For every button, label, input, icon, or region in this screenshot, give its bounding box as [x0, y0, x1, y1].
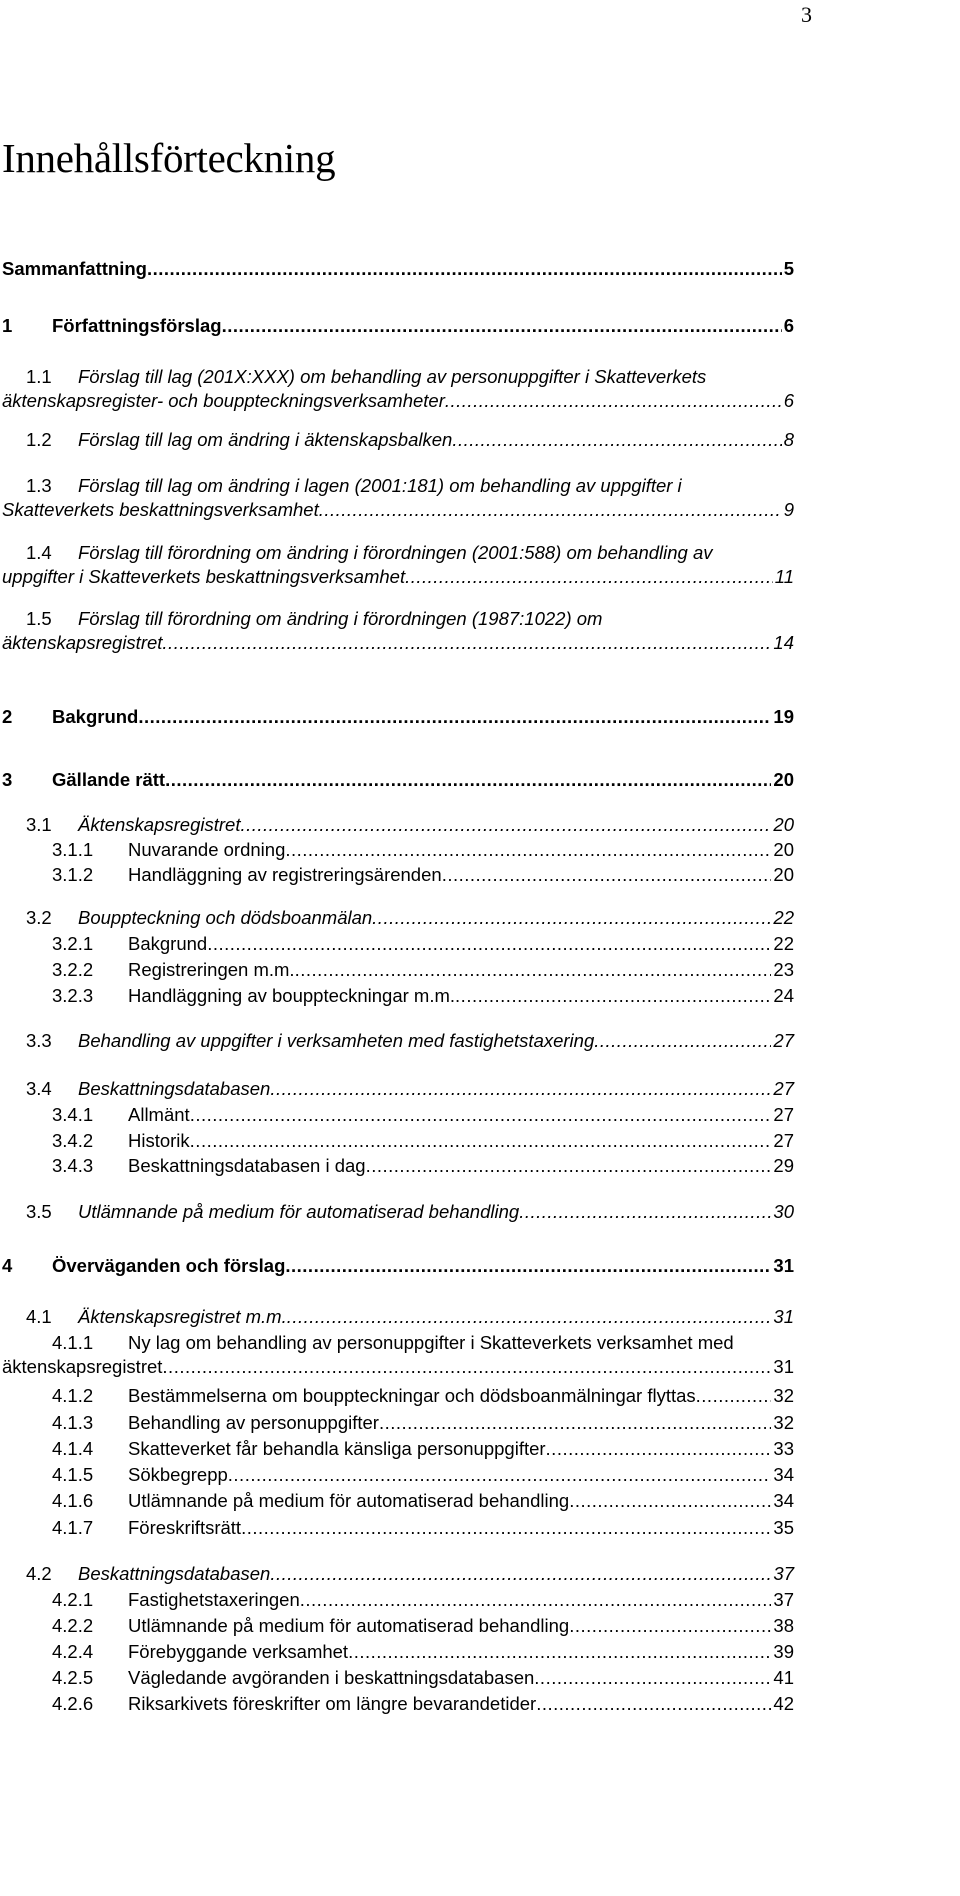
- toc-entry-page: 35: [773, 1517, 794, 1538]
- toc-leader-dots: [270, 1077, 771, 1101]
- toc-entry-title-continued: uppgifter i Skatteverkets beskattningsverksamhet: [2, 566, 406, 587]
- toc-entry-line: [2, 1355, 794, 1379]
- toc-entry[interactable]: [52, 1384, 794, 1408]
- toc-entry-page: 27: [773, 1104, 794, 1125]
- toc-entry-title: Bakgrund: [128, 933, 208, 954]
- toc-entry-title: Nuvarande ordning: [128, 839, 286, 860]
- toc-leader-dots: [165, 768, 771, 792]
- toc-entry-line: [52, 1384, 794, 1408]
- toc-leader-dots: [536, 1692, 771, 1716]
- toc-entry-title: Överväganden och förslag: [52, 1255, 286, 1276]
- toc-entry-line: [2, 257, 794, 281]
- toc-entry-number: 1: [2, 315, 13, 336]
- toc-entry-line: [2, 768, 794, 792]
- toc-entry[interactable]: [52, 1463, 794, 1487]
- toc-leader-dots: [240, 813, 771, 837]
- toc-entry-line: [52, 984, 794, 1008]
- toc-leader-dots: [405, 565, 773, 589]
- toc-entry-title: Utlämnande på medium för automatiserad behandling: [128, 1490, 570, 1511]
- toc-entry-page: 6: [783, 315, 794, 336]
- toc-entry[interactable]: [52, 958, 794, 982]
- toc-entry-title: Föreskriftsrätt: [128, 1517, 242, 1538]
- toc-entry-number: 1.4: [26, 542, 52, 563]
- toc-entry-page: 5: [783, 258, 794, 279]
- toc-entry[interactable]: [52, 1614, 794, 1638]
- toc-entry-line: [52, 1437, 794, 1461]
- toc-entry-number: 4.1: [26, 1306, 52, 1327]
- toc-entry-line: [26, 1200, 794, 1224]
- toc-entry-line: [52, 1692, 794, 1716]
- toc-leader-dots: [285, 838, 771, 862]
- toc-entry[interactable]: [26, 1562, 794, 1586]
- toc-entry-line: [2, 314, 794, 338]
- toc-entry-number: 4.1.6: [52, 1490, 94, 1511]
- toc-entry-line: [52, 1129, 794, 1153]
- toc-entry-line: [52, 1103, 794, 1127]
- toc-entry-line: [26, 607, 794, 631]
- toc-entry-number: 3.4.2: [52, 1130, 94, 1151]
- toc-entry-page: 42: [773, 1693, 794, 1714]
- toc-entry-page: 31: [773, 1356, 794, 1377]
- toc-leader-dots: [546, 1437, 772, 1461]
- toc-entry-line: [52, 1463, 794, 1487]
- toc-entry-page: 29: [773, 1155, 794, 1176]
- toc-entry[interactable]: [2, 705, 794, 729]
- toc-entry[interactable]: [52, 1640, 794, 1664]
- toc-entry-number: 4.2.2: [52, 1615, 94, 1636]
- toc-entry[interactable]: [2, 607, 794, 655]
- toc-entry-number: 4.1.2: [52, 1385, 94, 1406]
- toc-entry-title: Vägledande avgöranden i beskattningsdatabasen: [128, 1667, 535, 1688]
- toc-entry-line: [52, 958, 794, 982]
- toc-entry-page: 37: [773, 1589, 794, 1610]
- toc-entry[interactable]: [2, 314, 794, 338]
- toc-entry-page: 24: [773, 985, 794, 1006]
- toc-entry[interactable]: [52, 984, 794, 1008]
- toc-leader-dots: [442, 863, 772, 887]
- toc-entry-line: [26, 1305, 794, 1329]
- toc-entry-number: 4.1.1: [52, 1332, 94, 1353]
- toc-leader-dots: [366, 1154, 772, 1178]
- toc-leader-dots: [190, 1129, 772, 1153]
- toc-entry-line: [2, 705, 794, 729]
- toc-entry-line: [2, 631, 794, 655]
- toc-entry-page: 33: [773, 1438, 794, 1459]
- toc-entry-line: [52, 1614, 794, 1638]
- toc-leader-dots: [348, 1640, 771, 1664]
- toc-entry[interactable]: [26, 1200, 794, 1224]
- toc-entry-number: 3.4: [26, 1078, 52, 1099]
- toc-entry[interactable]: [52, 1666, 794, 1690]
- toc-entry-line: [52, 1666, 794, 1690]
- toc-entry[interactable]: [26, 1305, 794, 1329]
- toc-entry-title-continued: äktenskapsregistret: [2, 1356, 163, 1377]
- toc-entry-title: Beskattningsdatabasen: [78, 1563, 271, 1584]
- toc-leader-dots: [228, 1463, 772, 1487]
- toc-entry[interactable]: [26, 1029, 794, 1053]
- toc-entry-line: [26, 474, 794, 498]
- toc-entry-title: Sökbegrepp: [128, 1464, 228, 1485]
- toc-entry-page: 38: [773, 1615, 794, 1636]
- toc-entry-title: Förslag till förordning om ändring i förordningen (2001:588) om behandling av: [78, 542, 713, 563]
- toc-entry-title: Beskattningsdatabasen i dag: [128, 1155, 366, 1176]
- toc-entry-title: Bestämmelserna om bouppteckningar och dödsboanmälningar flyttas: [128, 1385, 696, 1406]
- toc-entry-page: 41: [773, 1667, 794, 1688]
- toc-leader-dots: [285, 1254, 771, 1278]
- toc-entry-number: 1.1: [26, 366, 52, 387]
- toc-entry-title: Gällande rätt: [52, 769, 166, 790]
- toc-entry-title: Beskattningsdatabasen: [78, 1078, 271, 1099]
- toc-entry-page: 34: [773, 1464, 794, 1485]
- toc-entry-number: 3.2.1: [52, 933, 94, 954]
- toc-entry-number: 2: [2, 706, 13, 727]
- toc-leader-dots: [241, 1516, 771, 1540]
- toc-leader-dots: [534, 1666, 771, 1690]
- toc-entry-line: [52, 1154, 794, 1178]
- toc-entry-line: [52, 1331, 794, 1355]
- toc-entry[interactable]: [26, 813, 794, 837]
- toc-entry-title: Behandling av uppgifter i verksamheten med fastighetstaxering: [78, 1030, 595, 1051]
- toc-entry-line: [52, 1516, 794, 1540]
- toc-entry-title: Förslag till lag om ändring i lagen (2001:181) om behandling av uppgifter i: [78, 475, 682, 496]
- toc-entry-title: Bouppteckning och dödsboanmälan: [78, 907, 373, 928]
- toc-leader-dots: [147, 257, 782, 281]
- toc-leader-dots: [696, 1384, 772, 1408]
- toc-entry-page: 31: [773, 1306, 794, 1327]
- toc-leader-dots: [207, 932, 771, 956]
- toc-entry[interactable]: [2, 1331, 794, 1379]
- toc-entry-line: [26, 541, 794, 565]
- toc-entry-line: [52, 1588, 794, 1612]
- toc-entry-title: Fastighetstaxeringen: [128, 1589, 300, 1610]
- toc-entry[interactable]: [52, 1588, 794, 1612]
- toc-entry-number: 3.2.3: [52, 985, 94, 1006]
- toc-entry-page: 20: [773, 839, 794, 860]
- toc-entry-number: 3.2: [26, 907, 52, 928]
- toc-entry-page: 9: [783, 499, 794, 520]
- toc-entry-number: 3.5: [26, 1201, 52, 1222]
- toc-entry-title: Riksarkivets föreskrifter om längre bevarandetider: [128, 1693, 537, 1714]
- toc-entry-number: 4.1.7: [52, 1517, 94, 1538]
- toc-entry-title-continued: äktenskapsregistret: [2, 632, 163, 653]
- toc-entry-title: Skatteverket får behandla känsliga personuppgifter: [128, 1438, 546, 1459]
- toc-entry-page: 22: [773, 933, 794, 954]
- toc-leader-dots: [295, 958, 772, 982]
- toc-entry-page: 22: [773, 907, 794, 928]
- toc-entry-page: 19: [773, 706, 794, 727]
- toc-entry[interactable]: [2, 541, 794, 589]
- toc-entry-page: 8: [783, 429, 794, 450]
- toc-leader-dots: [162, 631, 771, 655]
- toc-entry-line: [26, 428, 794, 452]
- toc-leader-dots: [455, 984, 771, 1008]
- toc-entry-number: 4.1.5: [52, 1464, 94, 1485]
- toc-entry-line: [2, 389, 794, 413]
- toc-entry-number: 3.1: [26, 814, 52, 835]
- toc-entry-page: 32: [773, 1412, 794, 1433]
- toc-entry-number: 3.1.1: [52, 839, 94, 860]
- toc-entry[interactable]: [52, 1103, 794, 1127]
- toc-entry-number: 4: [2, 1255, 13, 1276]
- toc-entry-number: 4.1.3: [52, 1412, 94, 1433]
- toc-entry[interactable]: [52, 1489, 794, 1513]
- toc-leader-dots: [452, 428, 781, 452]
- toc-entry-page: 31: [773, 1255, 794, 1276]
- toc-entry[interactable]: [26, 1077, 794, 1101]
- toc-entry-page: 34: [773, 1490, 794, 1511]
- toc-leader-dots: [287, 1305, 772, 1329]
- toc-entry[interactable]: [52, 863, 794, 887]
- toc-entry-page: 27: [773, 1030, 794, 1051]
- toc-entry-number: 1.3: [26, 475, 52, 496]
- toc-entry-title: Utlämnande på medium för automatiserad behandling: [128, 1615, 570, 1636]
- toc-leader-dots: [300, 1588, 772, 1612]
- toc-entry-line: [26, 365, 794, 389]
- toc-entry-line: [52, 1489, 794, 1513]
- toc-leader-dots: [138, 705, 771, 729]
- toc-entry-line: [26, 906, 794, 930]
- page-number: 3: [801, 2, 812, 27]
- toc-entry-page: 11: [774, 566, 794, 587]
- toc-entry[interactable]: [2, 365, 794, 413]
- toc-entry-line: [26, 1077, 794, 1101]
- toc-entry-line: [52, 1640, 794, 1664]
- toc-entry-line: [2, 1254, 794, 1278]
- toc-entry-title: Behandling av personuppgifter: [128, 1412, 379, 1433]
- toc-entry-title: Sammanfattning: [2, 258, 147, 279]
- toc-entry-line: [2, 498, 794, 522]
- toc-entry-number: 3.4.3: [52, 1155, 94, 1176]
- toc-entry-title-continued: Skatteverkets beskattningsverksamhet: [2, 499, 319, 520]
- toc-entry-number: 4.1.4: [52, 1438, 94, 1459]
- toc-entry-title: Äktenskapsregistret: [78, 814, 241, 835]
- toc-entry-title: Utlämnande på medium för automatiserad behandling: [78, 1201, 520, 1222]
- toc-entry[interactable]: [52, 1129, 794, 1153]
- toc-entry-title: Historik: [128, 1130, 190, 1151]
- toc-entry-number: 4.2.5: [52, 1667, 94, 1688]
- toc-entry-line: [2, 565, 794, 589]
- toc-leader-dots: [569, 1614, 771, 1638]
- toc-leader-dots: [594, 1029, 771, 1053]
- toc-entry-page: 14: [773, 632, 794, 653]
- toc-entry-title-continued: äktenskapsregister- och bouppteckningsverksamheter: [2, 390, 445, 411]
- toc-entry-number: 4.2: [26, 1563, 52, 1584]
- toc-entry-line: [52, 863, 794, 887]
- toc-entry[interactable]: [2, 474, 794, 522]
- toc-leader-dots: [372, 906, 771, 930]
- toc-entry-page: 20: [773, 864, 794, 885]
- toc-entry-line: [52, 838, 794, 862]
- toc-leader-dots: [379, 1411, 771, 1435]
- toc-leader-dots: [222, 314, 782, 338]
- toc-entry-number: 4.2.6: [52, 1693, 94, 1714]
- toc-entry[interactable]: [2, 768, 794, 792]
- toc-entry-number: 3.4.1: [52, 1104, 94, 1125]
- toc-entry[interactable]: [52, 838, 794, 862]
- toc-entry-title: Förebyggande verksamhet: [128, 1641, 349, 1662]
- toc-entry-number: 4.2.4: [52, 1641, 94, 1662]
- toc-leader-dots: [569, 1489, 771, 1513]
- toc-entry[interactable]: [52, 1437, 794, 1461]
- toc-entry[interactable]: [52, 1692, 794, 1716]
- toc-entry-title: Bakgrund: [52, 706, 139, 727]
- toc-entry-page: 20: [773, 769, 794, 790]
- toc-entry-page: 27: [773, 1078, 794, 1099]
- toc-leader-dots: [270, 1562, 771, 1586]
- toc-entry-number: 3: [2, 769, 13, 790]
- toc-entry-page: 6: [783, 390, 794, 411]
- toc-entry-title: Äktenskapsregistret m.m.: [78, 1306, 287, 1327]
- toc-entry[interactable]: [52, 932, 794, 956]
- toc-entry-line: [26, 1562, 794, 1586]
- toc-entry-line: [52, 932, 794, 956]
- toc-entry-number: 3.1.2: [52, 864, 94, 885]
- toc-entry[interactable]: [52, 1154, 794, 1178]
- toc-entry-page: 20: [773, 814, 794, 835]
- toc-entry[interactable]: [26, 428, 794, 452]
- toc-entry-page: 27: [773, 1130, 794, 1151]
- toc-entry-title: Allmänt: [128, 1104, 190, 1125]
- toc-leader-dots: [445, 389, 782, 413]
- toc-leader-dots: [519, 1200, 771, 1224]
- toc-entry[interactable]: [2, 1254, 794, 1278]
- toc-entry-title: Förslag till lag om ändring i äktenskapsbalken: [78, 429, 453, 450]
- toc-entry[interactable]: [52, 1411, 794, 1435]
- toc-entry[interactable]: [26, 906, 794, 930]
- toc-leader-dots: [319, 498, 782, 522]
- toc-entry-number: 3.2.2: [52, 959, 94, 980]
- toc-entry-page: 30: [773, 1201, 794, 1222]
- toc-entry-page: 32: [773, 1385, 794, 1406]
- toc-entry-line: [26, 813, 794, 837]
- toc-entry-line: [26, 1029, 794, 1053]
- toc-entry-title: Författningsförslag: [52, 315, 222, 336]
- toc-entry-number: 1.5: [26, 608, 52, 629]
- toc-leader-dots: [190, 1103, 772, 1127]
- toc-entry-line: [52, 1411, 794, 1435]
- toc-entry-title: Registreringen m.m.: [128, 959, 295, 980]
- toc-entry-title: Ny lag om behandling av personuppgifter i Skatteverkets verksamhet med: [128, 1332, 734, 1353]
- toc-entry-title: Förslag till förordning om ändring i förordningen (1987:1022) om: [78, 608, 603, 629]
- toc-entry-page: 39: [773, 1641, 794, 1662]
- toc-entry-title: Handläggning av bouppteckningar m.m.: [128, 985, 456, 1006]
- toc-entry-title: Förslag till lag (201X:XXX) om behandling av personuppgifter i Skatteverkets: [78, 366, 707, 387]
- toc-entry-number: 4.2.1: [52, 1589, 94, 1610]
- toc-entry-title: Handläggning av registreringsärenden: [128, 864, 442, 885]
- toc-entry-number: 3.3: [26, 1030, 52, 1051]
- toc-entry[interactable]: [2, 257, 794, 281]
- toc-entry-number: 1.2: [26, 429, 52, 450]
- toc-entry-page: 37: [773, 1563, 794, 1584]
- toc-entry-page: 23: [773, 959, 794, 980]
- page-title: Innehållsförteckning: [2, 135, 336, 181]
- toc-leader-dots: [162, 1355, 771, 1379]
- toc-entry[interactable]: [52, 1516, 794, 1540]
